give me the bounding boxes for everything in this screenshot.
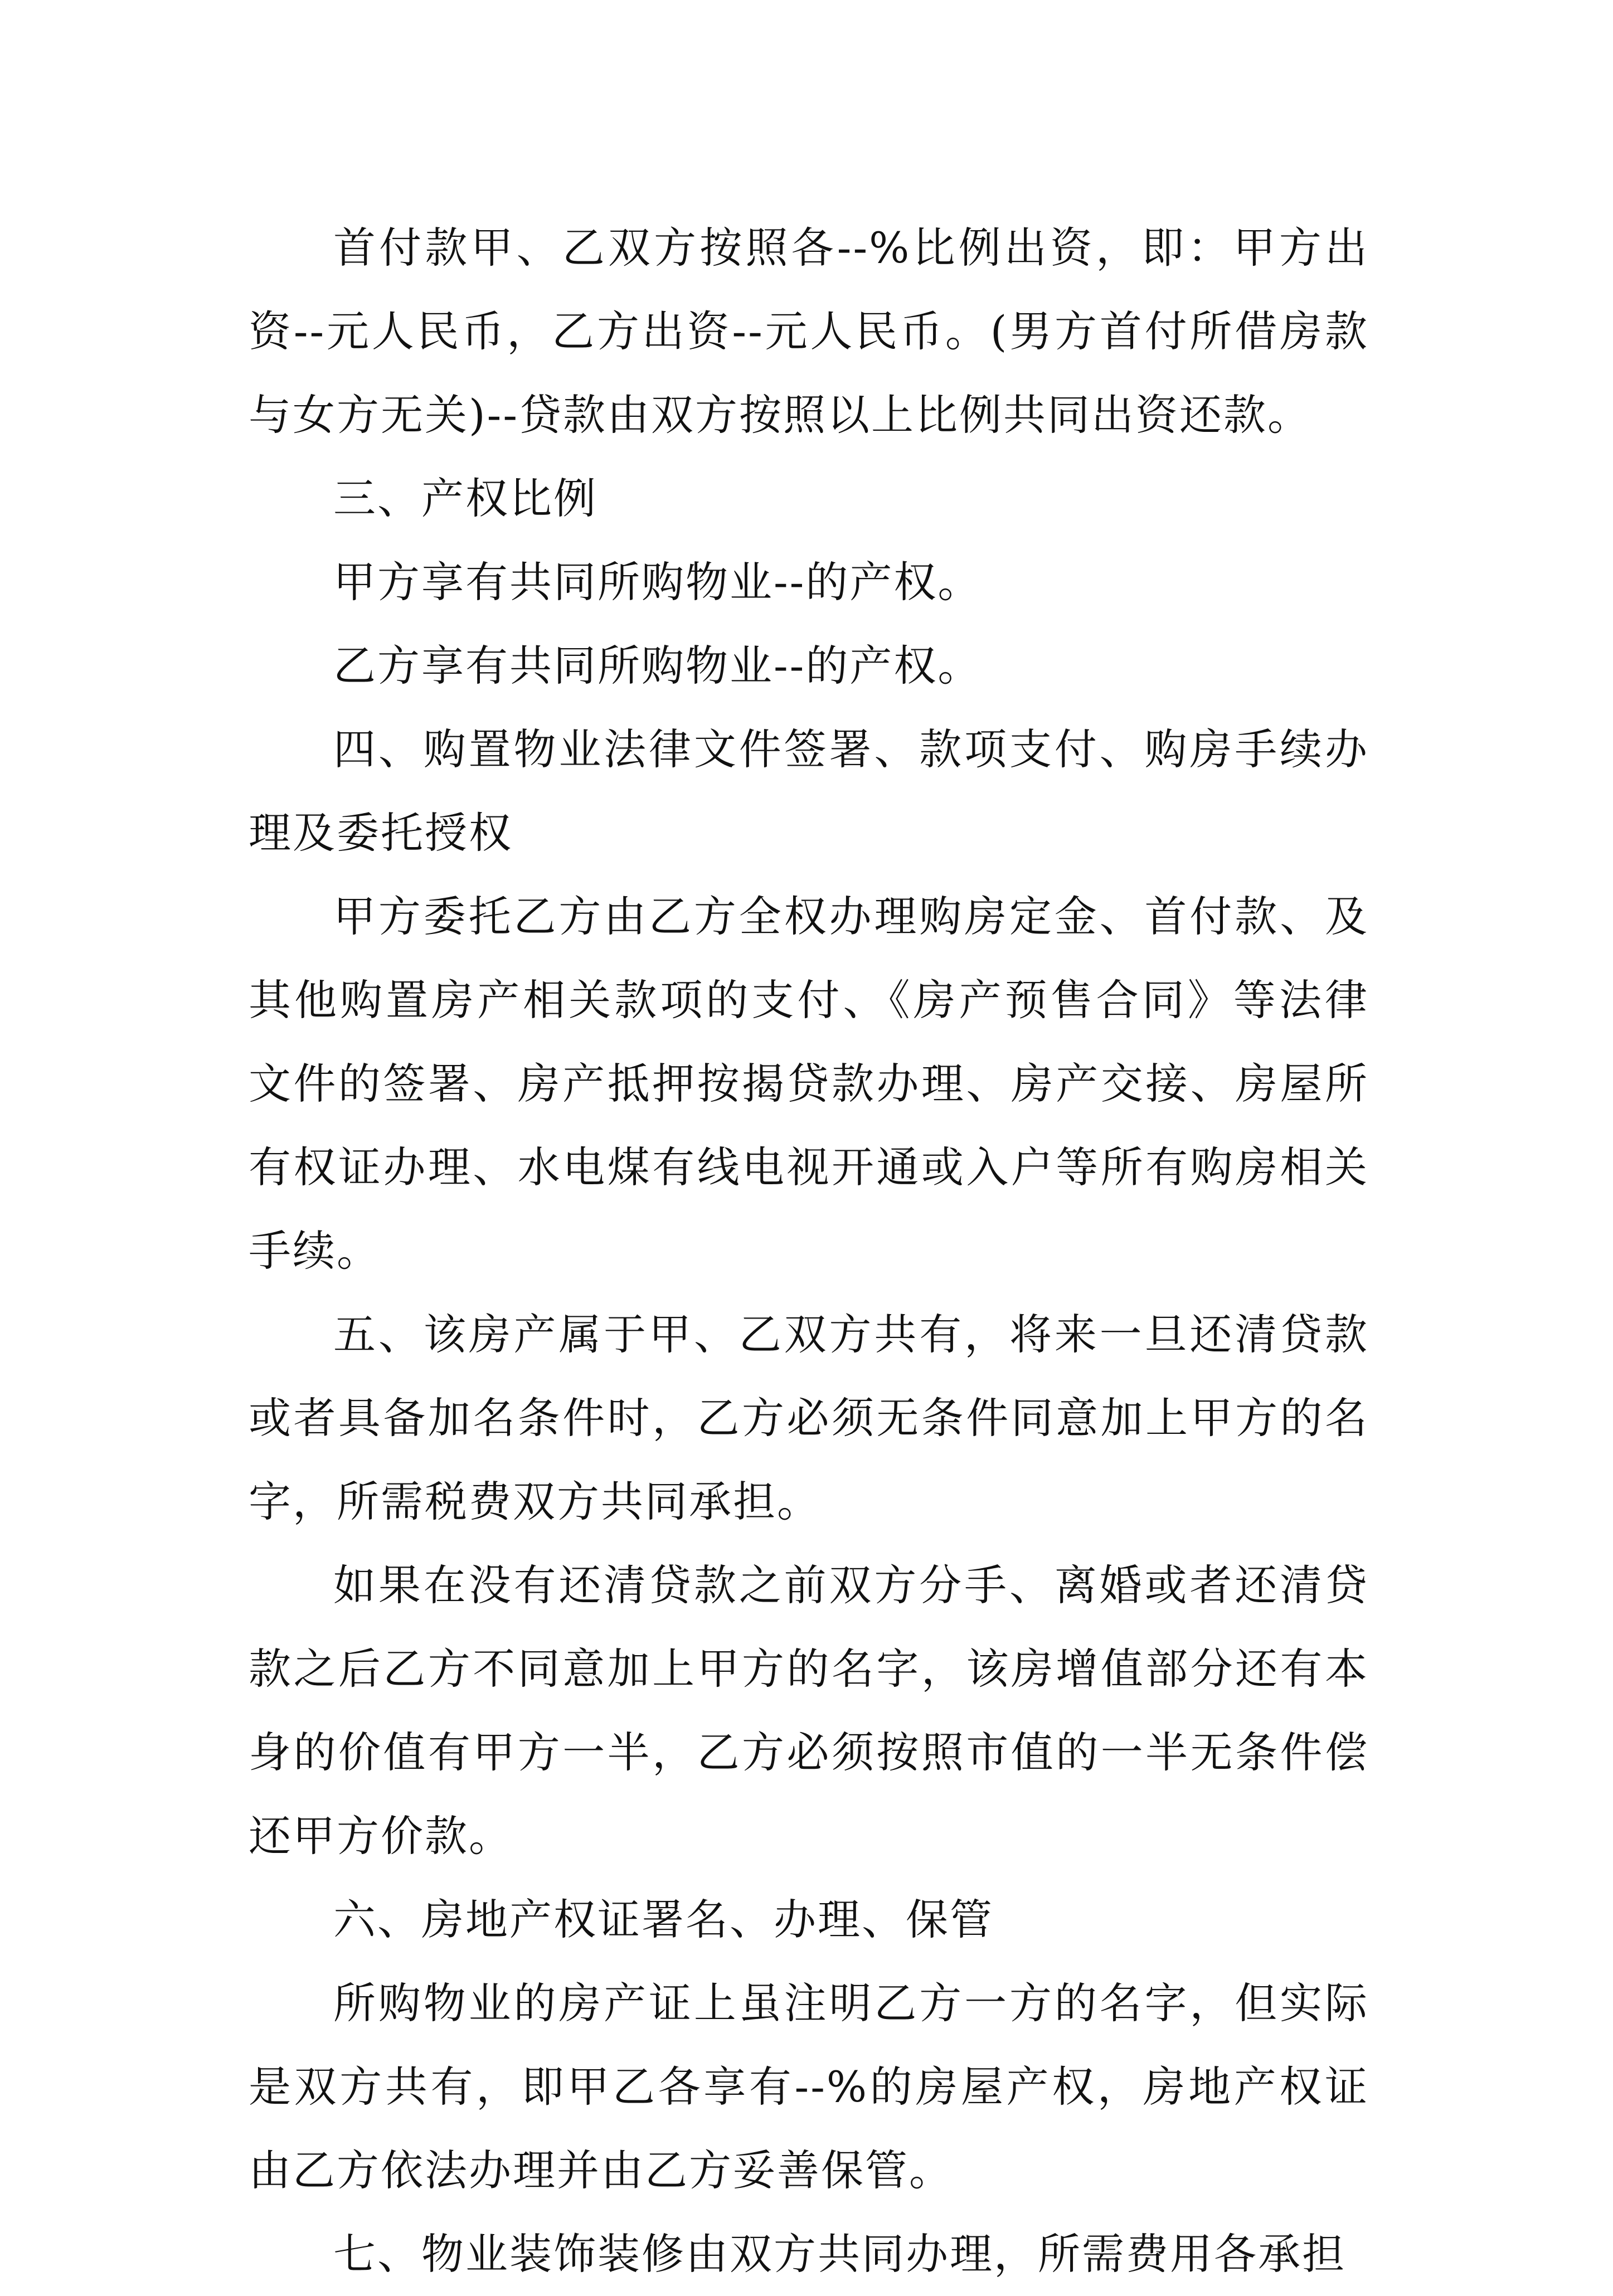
document-page — [249, 206, 1369, 2296]
paragraph-section-5: 五、该房产属于甲、乙双方共有，将来一旦还清贷款或者具备加名条件时，乙方必须无条件同意加上甲方的名字，所需税费双方共同承担。 — [249, 1310, 1369, 1526]
heading-section-6: 六、房地产权证署名、办理、保管 — [333, 1895, 994, 1944]
paragraph-party-a-share: 甲方享有共同所购物业--的产权。 — [333, 557, 982, 607]
paragraph-down-payment: 首付款甲、乙双方按照各--%比例出资，即：甲方出资--元人民币，乙方出资--元人民币。(男方首付所借房款与女方无关)--贷款由双方按照以上比例共同出资还款。 — [249, 223, 1369, 440]
paragraph-title-deed: 所购物业的房产证上虽注明乙方一方的名字，但实际是双方共有，即甲乙各享有--%的房屋产权，房地产权证由乙方依法办理并由乙方妥善保管。 — [249, 1978, 1369, 2195]
paragraph-authorization: 甲方委托乙方由乙方全权办理购房定金、首付款、及其他购置房产相关款项的支付、《房产预售合同》等法律文件的签署、房产抵押按揭贷款办理、房产交接、房屋所有权证办理、水电煤有线电视开通或入户等所有购房相关手续。 — [249, 892, 1369, 1276]
heading-section-3: 三、产权比例 — [333, 474, 597, 523]
paragraph-section-7: 七、物业装饰装修由双方共同办理，所需费用各承担 — [333, 2229, 1346, 2279]
heading-section-4: 四、购置物业法律文件签署、款项支付、购房手续办理及委托授权 — [249, 724, 1369, 858]
paragraph-breakup-terms: 如果在没有还清贷款之前双方分手、离婚或者还清贷款之后乙方不同意加上甲方的名字，该房增值部分还有本身的价值有甲方一半，乙方必须按照市值的一半无条件偿还甲方价款。 — [249, 1560, 1369, 1861]
paragraph-party-b-share: 乙方享有共同所购物业--的产权。 — [333, 641, 982, 690]
